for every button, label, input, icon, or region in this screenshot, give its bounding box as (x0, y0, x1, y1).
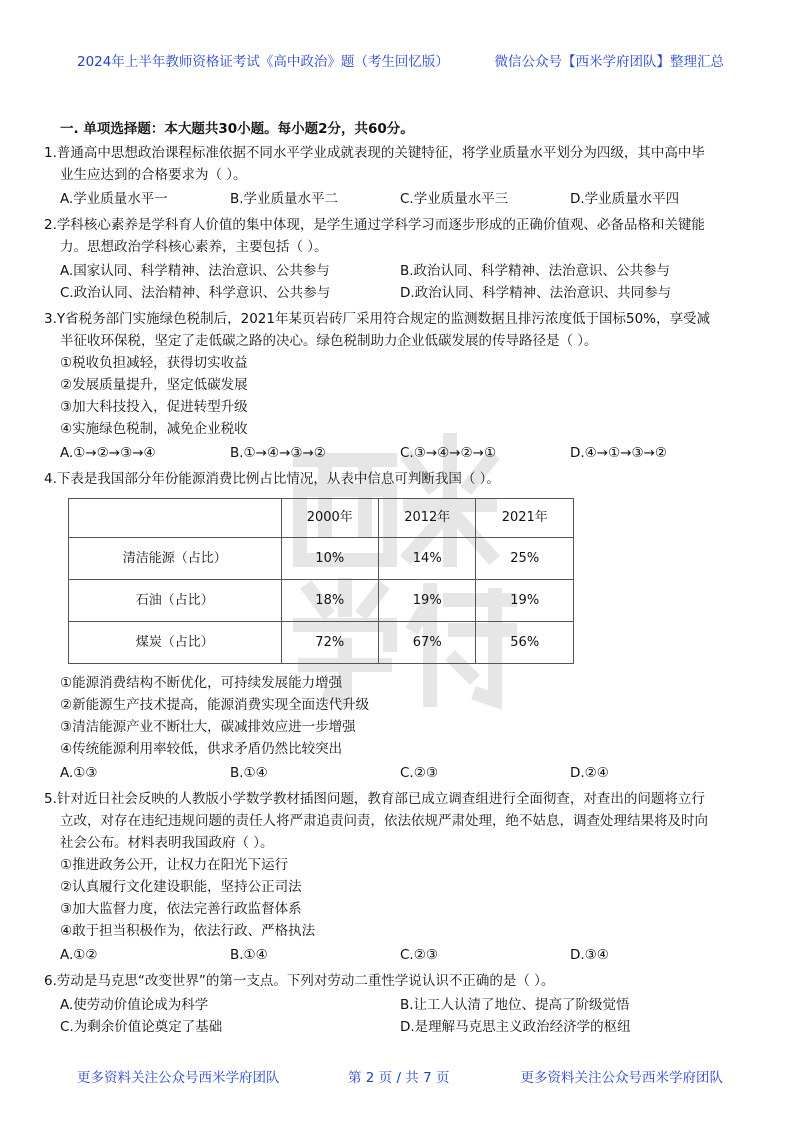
statement-4: ④敢于担当积极作为，依法行政、严格执法 (60, 923, 316, 939)
table-cell: 10% (281, 538, 378, 580)
option-a: A.①③ (60, 765, 98, 781)
question-3-stem-line2: 半征收环保税，坚定了走低碳之路的决心。绿色税制助力企业低碳发展的传导路径是（ ）。 (60, 333, 598, 349)
statement-1: ①税收负担减轻，获得切实收益 (60, 355, 248, 371)
question-3-options (44, 442, 760, 464)
statement-1: ①能源消费结构不断优化，可持续发展能力增强 (60, 675, 343, 691)
question-2-stem-line2: 力。思想政治学科核心素养，主要包括（ ）。 (60, 239, 328, 255)
question-2-options (44, 260, 760, 304)
question-4 (44, 468, 760, 490)
option-a: A.国家认同、科学精神、法治意识、公共参与 (60, 263, 330, 279)
question-3-stem-line1: 3.Y省税务部门实施绿色税制后，2021年某页岩砖厂采用符合规定的监测数据且排污浓度低于国标50%，享受减 (44, 311, 710, 327)
table-cell: 19% (476, 580, 574, 622)
table-header-cell: 2012年 (379, 499, 476, 538)
option-b: B.①→④→③→② (230, 445, 326, 461)
option-b: B.政治认同、科学精神、法治意识、公共参与 (400, 263, 671, 279)
table-cell: 18% (281, 580, 378, 622)
statement-1: ①推进政务公开，让权力在阳光下运行 (60, 857, 289, 873)
table-cell: 67% (379, 622, 476, 664)
statement-2: ②新能源生产技术提高，能源消费实现全面迭代升级 (60, 697, 370, 713)
option-a: A.使劳动价值论成为科学 (60, 997, 209, 1013)
option-b: B.①④ (230, 765, 268, 781)
footer-promo-left: 更多资料关注公众号西米学府团队 (77, 1070, 280, 1086)
option-c: C.②③ (400, 765, 438, 781)
table-cell: 25% (476, 538, 574, 580)
table-header-cell: 2021年 (476, 499, 574, 538)
question-5-options (44, 944, 760, 966)
question-2 (44, 214, 760, 258)
question-3 (44, 308, 760, 352)
option-d: D.④→①→③→② (570, 445, 668, 461)
energy-table-wrap (44, 498, 760, 664)
question-5-stem-line3: 社会公布。材料表明我国政府（ ）。 (60, 835, 274, 851)
option-b: B.学业质量水平二 (230, 191, 339, 207)
statement-2: ②发展质量提升，坚定低碳发展 (60, 377, 248, 393)
question-6-options (44, 994, 760, 1038)
header-wechat-source: 微信公众号【西米学府团队】整理汇总 (494, 54, 724, 70)
table-row (69, 538, 574, 580)
question-1-options (44, 188, 760, 210)
option-d: D.②④ (570, 765, 609, 781)
question-1-stem-line2: 业生应达到的合格要求为（ ）。 (60, 167, 247, 183)
question-2-stem-line1: 2.学科核心素养是学科育人价值的集中体现，是学生通过学科学习而逐步形成的正确价值观、必备品格和关键能 (44, 217, 705, 233)
statement-4: ④实施绿色税制，减免企业税收 (60, 421, 248, 437)
option-a: A.①→②→③→④ (60, 445, 156, 461)
question-1-stem-line1: 1.普通高中思想政治课程标准依据不同水平学业成就表现的关键特征，将学业质量水平划分为四级，其中高中毕 (44, 145, 705, 161)
table-cell: 清洁能源（占比） (69, 538, 282, 580)
option-c: C.为剩余价值论奠定了基础 (60, 1019, 223, 1035)
table-cell: 石油（占比） (69, 580, 282, 622)
table-row (69, 622, 574, 664)
option-c: C.学业质量水平三 (400, 191, 509, 207)
option-d: D.政治认同、科学精神、法治意识、共同参与 (400, 285, 672, 301)
header-exam-title: 2024年上半年教师资格证考试《高中政治》题（考生回忆版） (77, 54, 449, 70)
question-4-stem: 4.下表是我国部分年份能源消费比例占比情况，从表中信息可判断我国（ ）。 (44, 471, 500, 487)
question-5-stem-line2: 立改，对存在违纪违规问题的责任人将严肃追责问责，依法依规严肃处理，绝不姑息，调查处理结果将及时向 (60, 813, 708, 829)
table-row (69, 580, 574, 622)
table-cell: 14% (379, 538, 476, 580)
page-header (0, 50, 800, 74)
option-d: D.是理解马克思主义政治经济学的枢纽 (400, 1019, 631, 1035)
question-5 (44, 788, 760, 854)
table-cell: 56% (476, 622, 574, 664)
statement-3: ③加大监督力度，依法完善行政监督体系 (60, 901, 302, 917)
page-number: 第 2 页 / 共 7 页 (348, 1070, 450, 1086)
statement-4: ④传统能源利用率较低，供求矛盾仍然比较突出 (60, 741, 343, 757)
option-b: B.让工人认清了地位、提高了阶级觉悟 (400, 997, 630, 1013)
option-d: D.学业质量水平四 (570, 191, 680, 207)
table-cell: 煤炭（占比） (69, 622, 282, 664)
question-4-options (44, 762, 760, 784)
table-header-cell (69, 499, 282, 538)
option-a: A.①② (60, 947, 98, 963)
option-c: C.政治认同、法治精神、科学意识、公共参与 (60, 285, 331, 301)
page-content (44, 118, 760, 1042)
option-c: C.③→④→②→① (400, 445, 497, 461)
statement-2: ②认真履行文化建设职能，坚持公正司法 (60, 879, 302, 895)
option-a: A.学业质量水平一 (60, 191, 168, 207)
question-6-stem: 6.劳动是马克思“改变世界”的第一支点。下列对劳动二重性学说认识不正确的是（ ）。 (44, 973, 555, 989)
footer-promo-right: 更多资料关注公众号西米学府团队 (520, 1070, 723, 1086)
section-title: 一. 单项选择题：本大题共30小题。每小题2分，共60分。 (60, 121, 414, 137)
statement-3: ③清洁能源产业不断壮大，碳减排效应进一步增强 (60, 719, 356, 735)
question-1 (44, 142, 760, 186)
question-6 (44, 970, 760, 992)
option-d: D.③④ (570, 947, 609, 963)
statement-3: ③加大科技投入，促进转型升级 (60, 399, 248, 415)
question-5-stem-line1: 5.针对近日社会反映的人教版小学数学教材插图问题，教育部已成立调查组进行全面彻查，对查出的问题将立行 (44, 791, 705, 807)
table-header-cell: 2000年 (281, 499, 378, 538)
table-cell: 19% (379, 580, 476, 622)
table-header-row (69, 499, 574, 538)
table-cell: 72% (281, 622, 378, 664)
energy-consumption-table (68, 498, 574, 664)
option-c: C.②③ (400, 947, 438, 963)
option-b: B.①④ (230, 947, 268, 963)
